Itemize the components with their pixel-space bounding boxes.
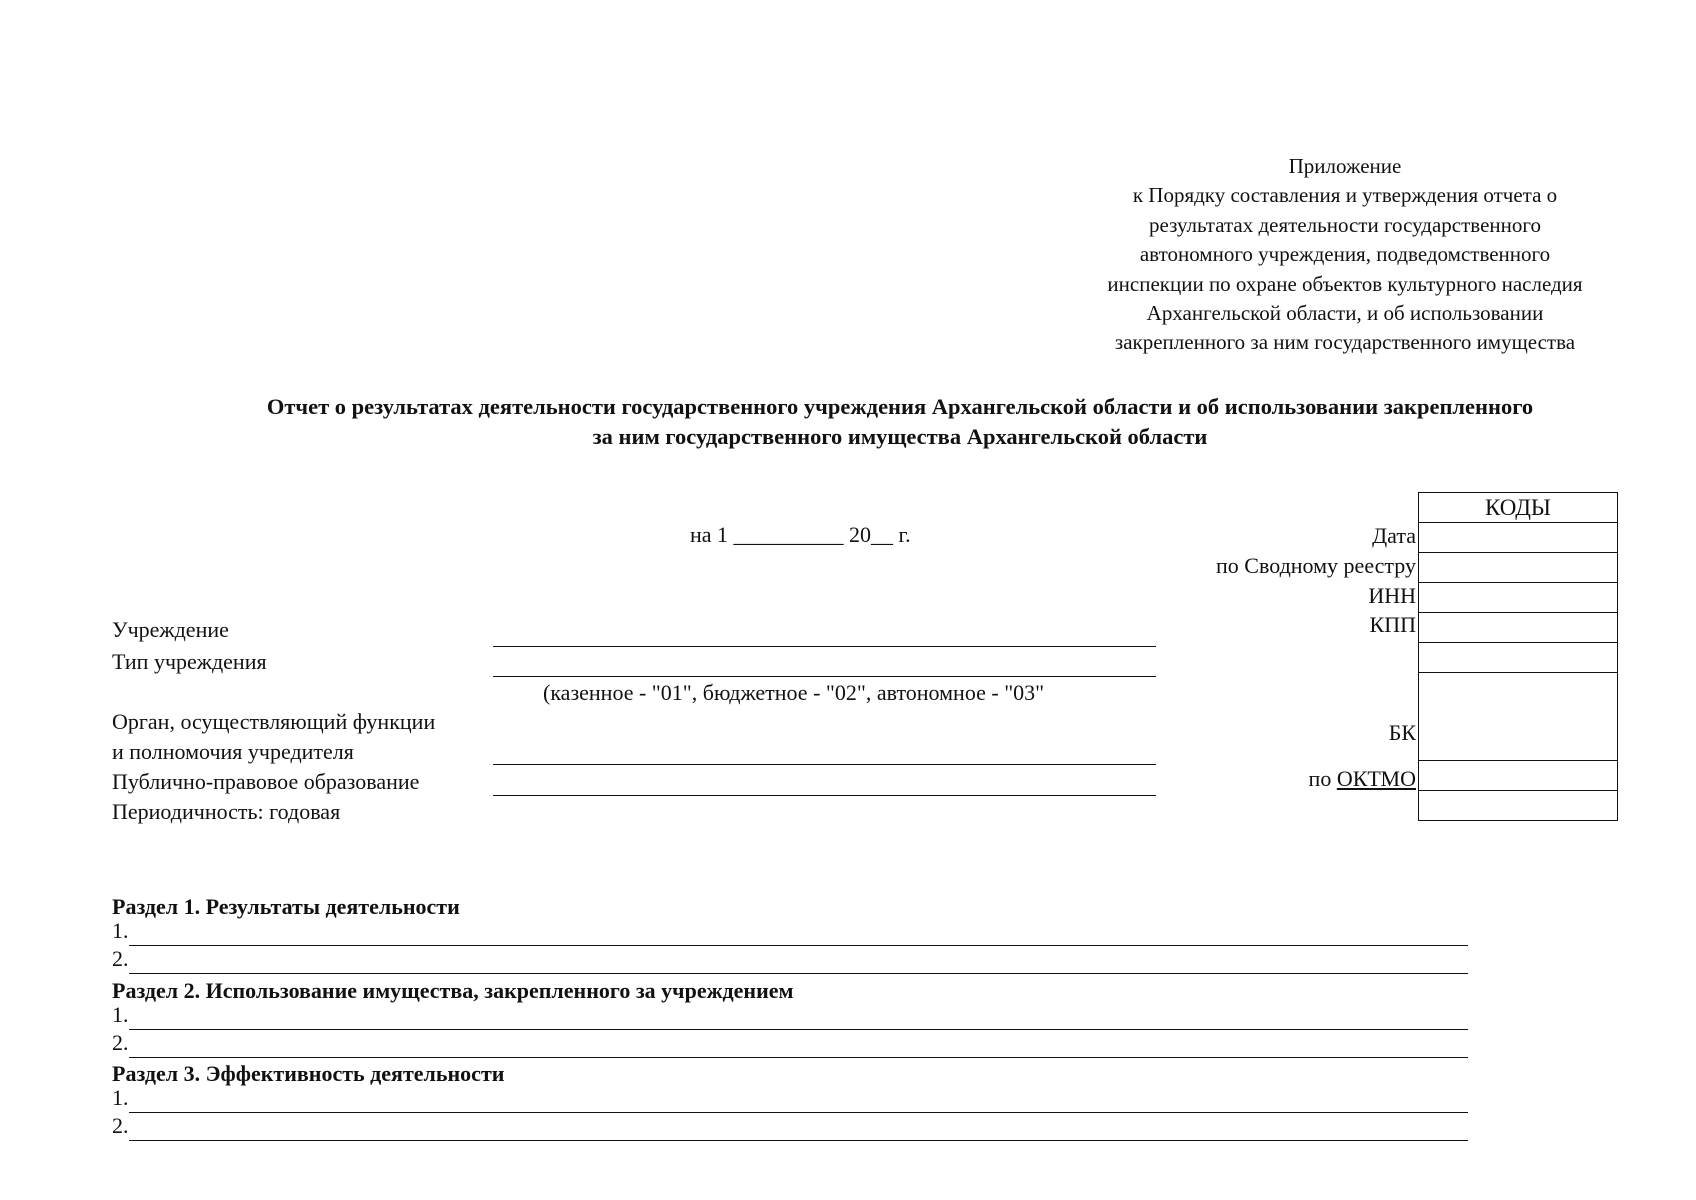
field-line-institution-type[interactable] [493, 676, 1156, 677]
field-label-institution: Учреждение [112, 617, 229, 642]
code-cell-registry[interactable] [1419, 553, 1618, 583]
item-line[interactable] [129, 1140, 1468, 1141]
appendix-line: Приложение [1288, 154, 1402, 178]
code-label-registry: по Сводному реестру [1216, 553, 1416, 578]
section-3-item[interactable] [112, 1085, 1468, 1113]
item-number: 1. [112, 1002, 129, 1027]
item-number: 2. [112, 1030, 129, 1055]
appendix-line: инспекции по охране объектов культурного наследия [1107, 271, 1583, 296]
field-label-founder [112, 707, 435, 767]
section-3-title: Раздел 3. Эффективность деятельности [112, 1061, 505, 1086]
code-label-kpp: КПП [1369, 612, 1416, 637]
codes-table [1418, 492, 1618, 821]
appendix-block [1060, 152, 1630, 358]
code-cell-periodicity[interactable] [1419, 791, 1618, 821]
section-2-item[interactable] [112, 1030, 1468, 1058]
code-label-date: Дата [1372, 523, 1416, 548]
section-1-item[interactable] [112, 946, 1468, 974]
report-title [140, 392, 1660, 452]
field-line-institution[interactable] [493, 646, 1156, 647]
code-label-oktmo-prefix: по [1308, 766, 1337, 791]
code-label-oktmo [1309, 766, 1416, 792]
report-date-line[interactable]: на 1 __________ 20__ г. [690, 522, 911, 547]
report-title-line: Отчет о результатах деятельности государственного учреждения Архангельской области и об использовании закрепленного [266, 394, 1534, 419]
section-1-title: Раздел 1. Результаты деятельности [112, 894, 460, 919]
field-label-institution-type: Тип учреждения [112, 649, 267, 674]
item-line[interactable] [129, 973, 1468, 974]
field-label-founder-line: Орган, осуществляющий функции [112, 709, 436, 734]
item-line[interactable] [129, 1057, 1468, 1058]
appendix-line: результатах деятельности государственного [1149, 212, 1541, 237]
code-cell-date[interactable] [1419, 523, 1618, 553]
item-number: 2. [112, 946, 129, 971]
code-cell-kpp[interactable] [1419, 613, 1618, 643]
institution-type-note: (казенное - "01", бюджетное - "02", автономное - "03" [543, 680, 1045, 705]
field-line-founder[interactable] [493, 764, 1156, 765]
code-cell-oktmo[interactable] [1419, 761, 1618, 791]
field-label-founder-line: и полномочия учредителя [112, 739, 354, 764]
section-2-item[interactable] [112, 1002, 1468, 1030]
item-number: 1. [112, 918, 129, 943]
appendix-line: Архангельской области, и об использовании [1146, 301, 1544, 326]
code-label-inn: ИНН [1368, 583, 1416, 608]
section-1-item[interactable] [112, 918, 1468, 946]
section-3-item[interactable] [112, 1113, 1468, 1141]
code-label-bk: БК [1388, 720, 1416, 745]
codes-header: КОДЫ [1419, 493, 1618, 523]
appendix-line: закрепленного за ним государственного имущества [1114, 330, 1576, 355]
report-title-line: за ним государственного имущества Архангельской области [592, 424, 1208, 449]
appendix-line: автономного учреждения, подведомственного [1139, 242, 1551, 267]
code-cell-inn[interactable] [1419, 583, 1618, 613]
item-number: 1. [112, 1085, 129, 1110]
section-2-title: Раздел 2. Использование имущества, закрепленного за учреждением [112, 978, 794, 1003]
code-cell-institution-type[interactable] [1419, 643, 1618, 673]
oktmo-link[interactable]: ОКТМО [1336, 766, 1416, 791]
field-label-periodicity: Периодичность: годовая [112, 799, 341, 824]
field-line-public-entity[interactable] [493, 795, 1156, 796]
code-cell-bk[interactable] [1419, 673, 1618, 761]
item-number: 2. [112, 1113, 129, 1138]
appendix-line: к Порядку составления и утверждения отчета о [1132, 183, 1558, 208]
field-label-public-entity: Публично-правовое образование [112, 769, 420, 794]
